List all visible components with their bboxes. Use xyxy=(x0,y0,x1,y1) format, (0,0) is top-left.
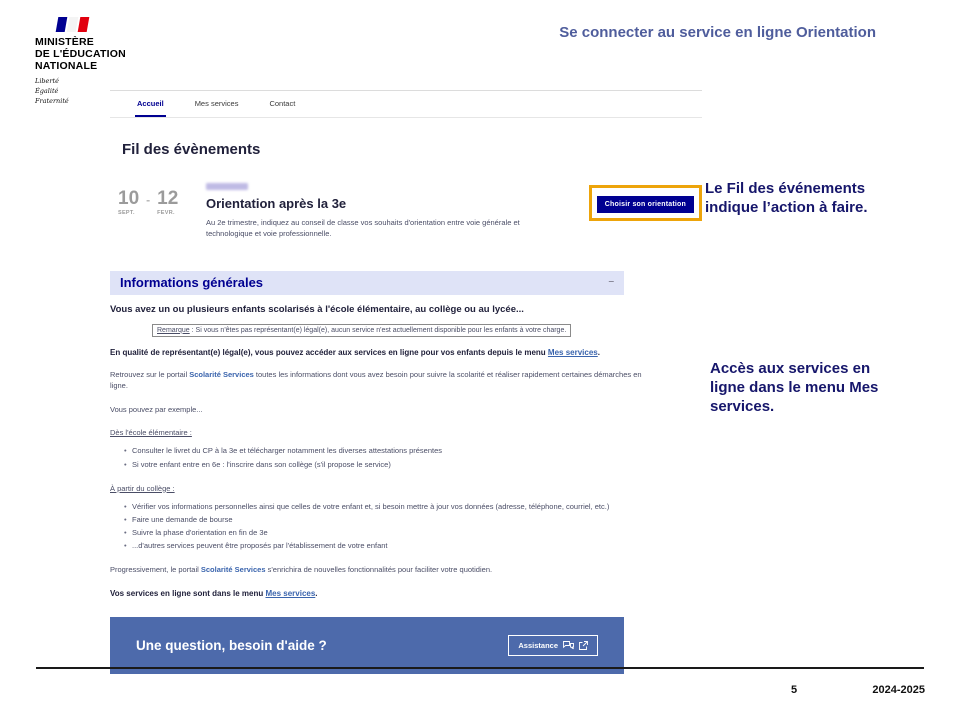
motto-line: Égalité xyxy=(35,86,59,95)
info-section-header[interactable] xyxy=(110,271,624,295)
list-item: • Faire une demande de bourse xyxy=(124,513,654,526)
motto-line: Fraternité xyxy=(35,96,69,105)
services-note-text: Vos services en ligne sont dans le menu xyxy=(110,588,266,598)
nav-item-contact[interactable]: Contact xyxy=(269,99,296,108)
roadmap-text-end: s'enrichira de nouvelles fonctionnalités pour faciliter votre quotidien. xyxy=(265,565,493,575)
end-month: FEVR. xyxy=(157,210,175,216)
assistance-button[interactable] xyxy=(508,635,598,656)
elementary-list xyxy=(124,444,654,470)
college-list xyxy=(124,500,654,553)
event-title: Orientation après la 3e xyxy=(206,196,347,211)
help-banner xyxy=(110,617,624,674)
ministry-name xyxy=(35,36,126,72)
scolarite-services-brand[interactable]: Scolarité Services xyxy=(200,565,266,575)
ministry-line: DE L'ÉDUCATION xyxy=(35,48,126,61)
legal-line xyxy=(110,348,654,357)
portal-intro-line xyxy=(110,369,654,392)
remark-box xyxy=(152,324,571,337)
start-month: SEPT. xyxy=(118,210,135,216)
info-intro: Vous avez un ou plusieurs enfants scolarisés à l'école élémentaire, au collège ou au lycée... xyxy=(110,303,524,315)
roadmap-text: Progressivement, le portail xyxy=(110,565,201,575)
event-main xyxy=(206,183,544,240)
chat-icon xyxy=(563,641,574,650)
event-description: Au 2e trimestre, indiquez au conseil de classe vos souhaits d'orientation entre voie générale et technologique et voie professionnelle. xyxy=(206,218,520,239)
list-item: • Vérifier vos informations personnelles ainsi que celles de votre enfant et, si besoin mettre à jour vos données (adresse, téléphone, courriel, etc.) xyxy=(124,500,654,513)
nav-item-accueil[interactable]: Accueil xyxy=(135,99,166,117)
event-row xyxy=(118,183,702,240)
highlight-box xyxy=(589,185,702,221)
info-section-heading: Informations générales xyxy=(120,274,264,290)
elementary-heading: Dès l'école élémentaire : xyxy=(110,428,192,438)
annotation-events-feed: Le Fil des événements indique l’action à faire. xyxy=(705,180,868,217)
school-year: 2024-2025 xyxy=(872,684,925,696)
list-item: • Suivre la phase d'orientation en fin de 3e xyxy=(124,526,654,539)
help-question: Une question, besoin d'aide ? xyxy=(136,637,327,653)
mes-services-link[interactable]: Mes services xyxy=(265,588,316,598)
legal-text: En qualité de représentant(e) légal(e), vous pouvez accéder aux services en ligne pour vos enfants depuis le menu xyxy=(110,347,548,357)
end-day: 12 xyxy=(157,188,179,209)
choisir-orientation-button[interactable]: Choisir son orientation xyxy=(597,196,694,213)
collapse-icon[interactable]: – xyxy=(608,276,614,287)
list-item: • Si votre enfant entre en 6e : l'inscrire dans son collège (s'il propose le service) xyxy=(124,458,654,471)
roadmap-line xyxy=(110,564,654,576)
portal-nav xyxy=(110,90,702,118)
start-day: 10 xyxy=(118,188,140,209)
list-item: • ...d'autres services peuvent être proposés par l'établissement de votre enfant xyxy=(124,539,654,552)
remark-text: : Si vous n'êtes pas représentant(e) légal(e), aucun service n'est actuellement disponible pour les enfants à votre charge. xyxy=(189,326,567,334)
nav-item-mes-services[interactable]: Mes services xyxy=(194,99,239,108)
event-date-range xyxy=(118,189,206,216)
services-note-text-end: . xyxy=(315,588,318,598)
student-name-redacted xyxy=(206,183,248,190)
annotation-mes-services: Accès aux services en ligne dans le menu Mes services. xyxy=(710,360,879,416)
event-end-date xyxy=(157,189,178,216)
portal-intro-text-end: toutes les informations dont vous avez besoin pour suivre la scolarité et réaliser rapidement certaines démarches en ligne. xyxy=(110,369,642,391)
scolarite-services-brand[interactable]: Scolarité Services xyxy=(189,369,254,379)
motto-line: Liberté xyxy=(35,77,59,86)
external-link-icon xyxy=(579,641,588,650)
portal-intro-text: Retrouvez sur le portail xyxy=(110,369,190,379)
examples-lead: Vous pouvez par exemple... xyxy=(110,404,203,414)
services-note xyxy=(110,589,654,598)
assistance-label: Assistance xyxy=(518,640,558,650)
date-range-separator: - xyxy=(146,193,151,207)
ministry-line: MINISTÈRE xyxy=(35,36,94,48)
legal-text-end: . xyxy=(597,347,600,357)
college-heading: À partir du collège : xyxy=(110,483,175,493)
info-section-body xyxy=(110,304,654,598)
mes-services-link[interactable]: Mes services xyxy=(547,347,598,357)
footer-divider xyxy=(36,667,924,669)
page-number: 5 xyxy=(791,684,798,696)
slide-title: Se connecter au service en ligne Orientation xyxy=(559,24,876,41)
remark-label: Remarque xyxy=(157,326,190,334)
ministry-line: NATIONALE xyxy=(35,60,98,73)
events-feed-heading: Fil des évènements xyxy=(122,141,261,158)
scolarite-services-portal xyxy=(110,90,702,674)
event-start-date xyxy=(118,189,139,216)
french-flag-icon xyxy=(57,17,126,32)
list-item: • Consulter le livret du CP à la 3e et télécharger notamment les diverses attestations présentes xyxy=(124,444,654,457)
